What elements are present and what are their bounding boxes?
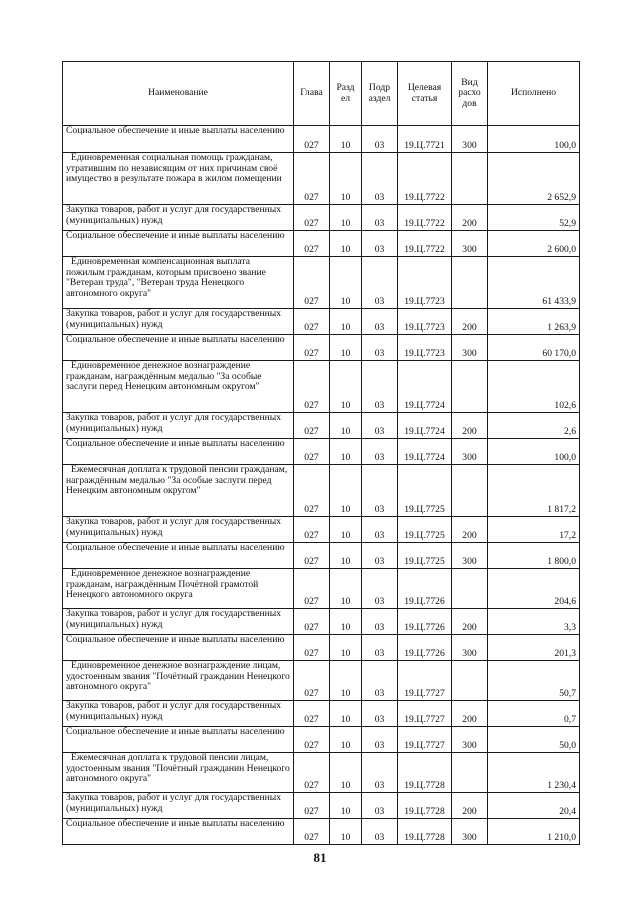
cell-expense: 300: [452, 635, 488, 661]
cell-amount: 60 170,0: [488, 335, 580, 361]
cell-subsection: 03: [362, 257, 398, 309]
cell-subsection: 03: [362, 205, 398, 231]
cell-expense: [452, 569, 488, 609]
cell-name: Закупка товаров, работ и услуг для государственных (муниципальных) нужд: [63, 517, 294, 543]
cell-chapter: 027: [294, 635, 330, 661]
cell-name: Закупка товаров, работ и услуг для государственных (муниципальных) нужд: [63, 609, 294, 635]
cell-chapter: 027: [294, 439, 330, 465]
table-row: [63, 205, 580, 231]
table-body: [63, 126, 580, 845]
cell-section: 10: [330, 793, 362, 819]
cell-amount: 102,6: [488, 361, 580, 413]
cell-target: 19.Ц.7727: [398, 727, 452, 753]
cell-section: 10: [330, 569, 362, 609]
cell-chapter: 027: [294, 335, 330, 361]
cell-subsection: 03: [362, 361, 398, 413]
cell-subsection: 03: [362, 543, 398, 569]
cell-target: 19.Ц.7727: [398, 661, 452, 701]
cell-name: Единовременное денежное вознаграждение гражданам, награждённым Почётной грамотой Ненецкого автономного округа: [63, 569, 294, 609]
cell-name: Социальное обеспечение и иные выплаты населению: [63, 727, 294, 753]
cell-subsection: 03: [362, 126, 398, 153]
cell-target: 19.Ц.7724: [398, 413, 452, 439]
cell-amount: 0,7: [488, 701, 580, 727]
cell-expense: [452, 465, 488, 517]
cell-expense: 300: [452, 727, 488, 753]
table-row: [63, 439, 580, 465]
budget-execution-table: [62, 61, 580, 845]
cell-target: 19.Ц.7722: [398, 153, 452, 205]
header-amount: Исполнено: [488, 62, 580, 126]
cell-section: 10: [330, 609, 362, 635]
cell-subsection: 03: [362, 413, 398, 439]
header-subsection: Подр аздел: [362, 62, 398, 126]
cell-subsection: 03: [362, 439, 398, 465]
cell-section: 10: [330, 257, 362, 309]
cell-expense: 200: [452, 793, 488, 819]
cell-chapter: 027: [294, 819, 330, 845]
cell-amount: 2 652,9: [488, 153, 580, 205]
header-section: Разд ел: [330, 62, 362, 126]
cell-expense: 300: [452, 335, 488, 361]
table-row: [63, 465, 580, 517]
cell-chapter: 027: [294, 361, 330, 413]
cell-target: 19.Ц.7728: [398, 753, 452, 793]
cell-target: 19.Ц.7726: [398, 635, 452, 661]
cell-name: Социальное обеспечение и иные выплаты населению: [63, 126, 294, 153]
cell-chapter: 027: [294, 517, 330, 543]
table-row: [63, 569, 580, 609]
table-header-row: [63, 62, 580, 126]
cell-amount: 100,0: [488, 439, 580, 465]
cell-section: 10: [330, 727, 362, 753]
cell-subsection: 03: [362, 569, 398, 609]
cell-chapter: 027: [294, 413, 330, 439]
cell-name: Единовременное денежное вознаграждение лицам, удостоенным звания "Почётный гражданин Ненецкого автономного округа": [63, 661, 294, 701]
table-row: [63, 753, 580, 793]
cell-target: 19.Ц.7725: [398, 517, 452, 543]
cell-subsection: 03: [362, 793, 398, 819]
cell-subsection: 03: [362, 819, 398, 845]
cell-amount: 52,9: [488, 205, 580, 231]
cell-amount: 50,0: [488, 727, 580, 753]
cell-amount: 1 263,9: [488, 309, 580, 335]
table-row: [63, 309, 580, 335]
cell-target: 19.Ц.7726: [398, 609, 452, 635]
cell-section: 10: [330, 701, 362, 727]
cell-subsection: 03: [362, 231, 398, 257]
cell-chapter: 027: [294, 309, 330, 335]
cell-target: 19.Ц.7722: [398, 205, 452, 231]
cell-name: Ежемесячная доплата к трудовой пенсии лицам, удостоенным звания "Почётный гражданин Ненецкого автономного округа": [63, 753, 294, 793]
cell-chapter: 027: [294, 126, 330, 153]
cell-section: 10: [330, 231, 362, 257]
header-chapter: Глава: [294, 62, 330, 126]
cell-target: 19.Ц.7727: [398, 701, 452, 727]
cell-expense: 200: [452, 309, 488, 335]
cell-section: 10: [330, 661, 362, 701]
table-row: [63, 413, 580, 439]
cell-section: 10: [330, 819, 362, 845]
cell-expense: [452, 361, 488, 413]
cell-section: 10: [330, 635, 362, 661]
table-row: [63, 543, 580, 569]
table-row: [63, 727, 580, 753]
cell-amount: 3,3: [488, 609, 580, 635]
cell-section: 10: [330, 465, 362, 517]
cell-subsection: 03: [362, 153, 398, 205]
cell-name: Единовременная социальная помощь гражданам, утратившим по независящим от них причинам своё имущество в результате пожара в жилом помещении: [63, 153, 294, 205]
cell-expense: 200: [452, 413, 488, 439]
cell-target: 19.Ц.7724: [398, 439, 452, 465]
cell-subsection: 03: [362, 609, 398, 635]
cell-target: 19.Ц.7724: [398, 361, 452, 413]
cell-target: 19.Ц.7722: [398, 231, 452, 257]
table-row: [63, 335, 580, 361]
cell-chapter: 027: [294, 465, 330, 517]
cell-section: 10: [330, 543, 362, 569]
cell-section: 10: [330, 753, 362, 793]
cell-section: 10: [330, 309, 362, 335]
cell-name: Социальное обеспечение и иные выплаты населению: [63, 635, 294, 661]
cell-amount: 20,4: [488, 793, 580, 819]
cell-subsection: 03: [362, 701, 398, 727]
cell-expense: 300: [452, 231, 488, 257]
cell-name: Социальное обеспечение и иные выплаты населению: [63, 335, 294, 361]
cell-target: 19.Ц.7725: [398, 465, 452, 517]
cell-expense: [452, 753, 488, 793]
cell-chapter: 027: [294, 609, 330, 635]
cell-section: 10: [330, 126, 362, 153]
cell-expense: 200: [452, 205, 488, 231]
cell-amount: 1 800,0: [488, 543, 580, 569]
cell-section: 10: [330, 205, 362, 231]
cell-name: Закупка товаров, работ и услуг для государственных (муниципальных) нужд: [63, 793, 294, 819]
cell-amount: 204,6: [488, 569, 580, 609]
cell-name: Закупка товаров, работ и услуг для государственных (муниципальных) нужд: [63, 205, 294, 231]
cell-amount: 1 230,4: [488, 753, 580, 793]
cell-expense: 300: [452, 439, 488, 465]
cell-subsection: 03: [362, 465, 398, 517]
cell-chapter: 027: [294, 569, 330, 609]
table-row: [63, 126, 580, 153]
page-number: 81: [313, 850, 327, 865]
cell-section: 10: [330, 153, 362, 205]
cell-chapter: 027: [294, 753, 330, 793]
cell-expense: 200: [452, 701, 488, 727]
cell-name: Ежемесячная доплата к трудовой пенсии гражданам, награждённым медалью "За особые заслуги перед Ненецким автономным округом": [63, 465, 294, 517]
cell-section: 10: [330, 413, 362, 439]
cell-expense: 200: [452, 517, 488, 543]
cell-amount: 1 210,0: [488, 819, 580, 845]
cell-chapter: 027: [294, 661, 330, 701]
cell-target: 19.Ц.7728: [398, 819, 452, 845]
cell-name: Единовременная компенсационная выплата пожилым гражданам, которым присвоено звание "Ветеран труда", "Ветеран труда Ненецкого автономного округа": [63, 257, 294, 309]
cell-name: Социальное обеспечение и иные выплаты населению: [63, 231, 294, 257]
cell-name: Закупка товаров, работ и услуг для государственных (муниципальных) нужд: [63, 309, 294, 335]
cell-chapter: 027: [294, 543, 330, 569]
table-row: [63, 153, 580, 205]
header-name: Наименование: [63, 62, 294, 126]
cell-subsection: 03: [362, 635, 398, 661]
cell-amount: 1 817,2: [488, 465, 580, 517]
cell-chapter: 027: [294, 701, 330, 727]
table-row: [63, 361, 580, 413]
cell-subsection: 03: [362, 309, 398, 335]
table-row: [63, 517, 580, 543]
cell-name: Единовременное денежное вознаграждение гражданам, награждённым медалью "За особые заслуги перед Ненецким автономным округом": [63, 361, 294, 413]
cell-chapter: 027: [294, 153, 330, 205]
table-row: [63, 231, 580, 257]
cell-amount: 61 433,9: [488, 257, 580, 309]
table-row: [63, 635, 580, 661]
cell-subsection: 03: [362, 661, 398, 701]
cell-expense: 300: [452, 819, 488, 845]
table-row: [63, 661, 580, 701]
cell-section: 10: [330, 439, 362, 465]
cell-subsection: 03: [362, 517, 398, 543]
cell-name: Социальное обеспечение и иные выплаты населению: [63, 439, 294, 465]
cell-target: 19.Ц.7728: [398, 793, 452, 819]
cell-expense: 300: [452, 126, 488, 153]
header-target: Целевая статья: [398, 62, 452, 126]
cell-chapter: 027: [294, 257, 330, 309]
cell-chapter: 027: [294, 231, 330, 257]
table-row: [63, 701, 580, 727]
cell-subsection: 03: [362, 335, 398, 361]
header-expense: Вид расхо дов: [452, 62, 488, 126]
cell-target: 19.Ц.7723: [398, 335, 452, 361]
cell-amount: 2 600,0: [488, 231, 580, 257]
cell-amount: 17,2: [488, 517, 580, 543]
cell-target: 19.Ц.7723: [398, 257, 452, 309]
table-row: [63, 793, 580, 819]
cell-chapter: 027: [294, 205, 330, 231]
cell-expense: 300: [452, 543, 488, 569]
cell-amount: 201,3: [488, 635, 580, 661]
cell-expense: [452, 257, 488, 309]
cell-amount: 100,0: [488, 126, 580, 153]
cell-target: 19.Ц.7726: [398, 569, 452, 609]
cell-subsection: 03: [362, 727, 398, 753]
cell-section: 10: [330, 335, 362, 361]
table-row: [63, 819, 580, 845]
table-row: [63, 257, 580, 309]
cell-target: 19.Ц.7721: [398, 126, 452, 153]
cell-subsection: 03: [362, 753, 398, 793]
cell-section: 10: [330, 361, 362, 413]
cell-amount: 2,6: [488, 413, 580, 439]
cell-chapter: 027: [294, 727, 330, 753]
cell-expense: [452, 661, 488, 701]
cell-section: 10: [330, 517, 362, 543]
cell-chapter: 027: [294, 793, 330, 819]
cell-name: Закупка товаров, работ и услуг для государственных (муниципальных) нужд: [63, 701, 294, 727]
cell-name: Социальное обеспечение и иные выплаты населению: [63, 819, 294, 845]
cell-target: 19.Ц.7725: [398, 543, 452, 569]
cell-amount: 50,7: [488, 661, 580, 701]
cell-target: 19.Ц.7723: [398, 309, 452, 335]
cell-name: Закупка товаров, работ и услуг для государственных (муниципальных) нужд: [63, 413, 294, 439]
table-row: [63, 609, 580, 635]
cell-name: Социальное обеспечение и иные выплаты населению: [63, 543, 294, 569]
cell-expense: 200: [452, 609, 488, 635]
cell-expense: [452, 153, 488, 205]
